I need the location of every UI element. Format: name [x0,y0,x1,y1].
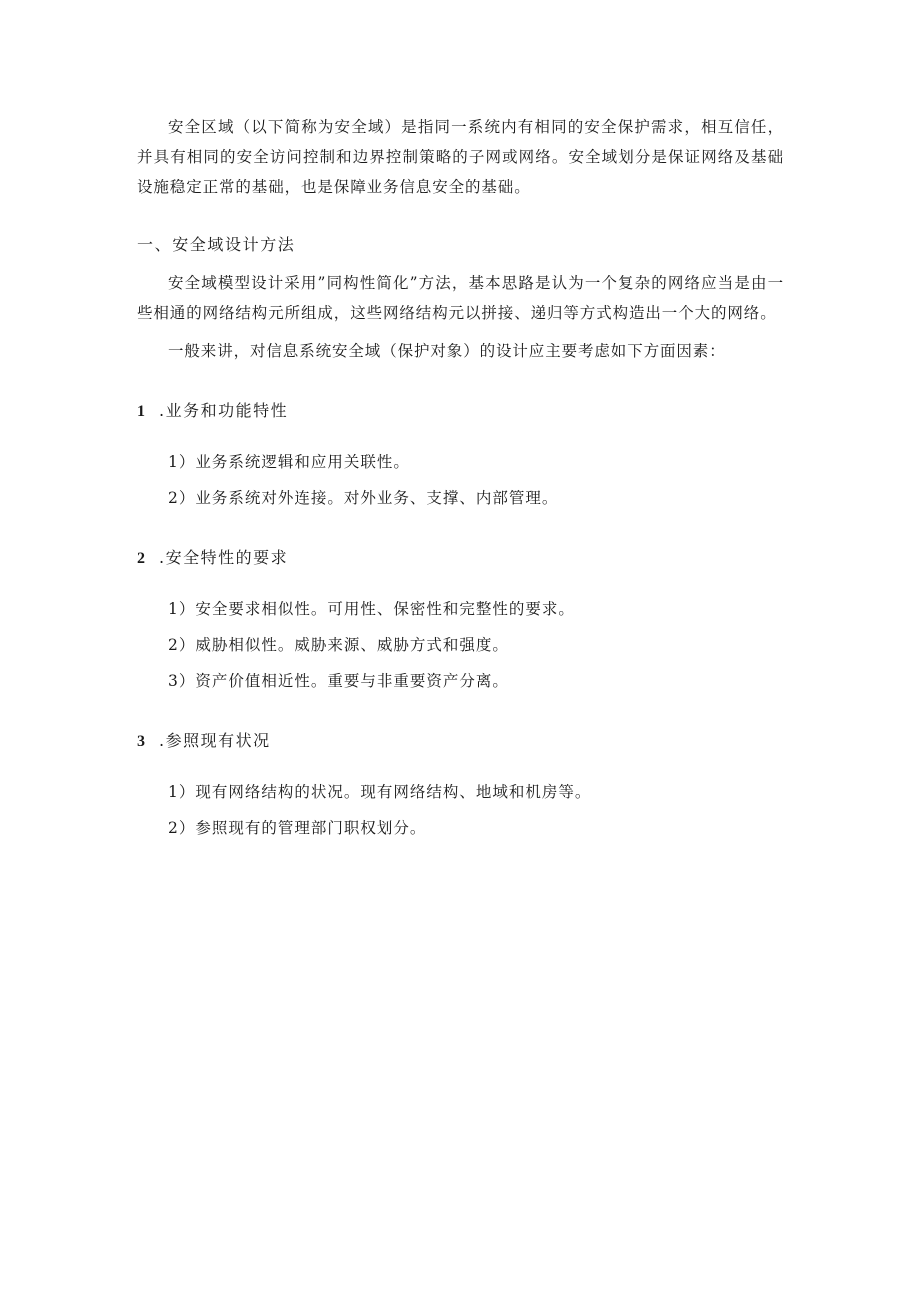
subheading-number: 3 [137,733,147,750]
section-heading: 一、安全域设计方法 [137,235,296,254]
subheading-number: 1 [137,403,147,420]
intro-paragraph: 安全区域（以下简称为安全域）是指同一系统内有相同的安全保护需求，相互信任，并具有相同的安全访问控制和边界控制策略的子网或网络。安全域划分是保证网络及基础设施稳定正常的基础，也是保障业务信息安全的基础。 [137,118,784,196]
list-item: 3）资产价值相近性。重要与非重要资产分离。 [168,672,509,690]
section-paragraph-method: 安全域模型设计采用”同构性简化”方法，基本思路是认为一个复杂的网络应当是由一些相通的网络结构元所组成，这些网络结构元以拼接、递归等方式构造出一个大的网络。 [137,274,784,322]
subheading-number: 2 [137,550,147,567]
list-item: 2）业务系统对外连接。对外业务、支撑、内部管理。 [168,489,559,507]
subheading-current-status [137,726,784,757]
subheading-business [137,396,784,427]
subheading-title: .业务和功能特性 [159,401,289,420]
subheading-title: .安全特性的要求 [159,548,289,567]
factor-list-business [137,447,784,513]
list-item: 1）安全要求相似性。可用性、保密性和完整性的要求。 [168,600,575,618]
subheading-title: .参照现有状况 [159,731,271,750]
list-item: 2）威胁相似性。威胁来源、威胁方式和强度。 [168,636,509,654]
list-item: 2）参照现有的管理部门职权划分。 [168,819,427,837]
section-paragraph-factors: 一般来讲，对信息系统安全域（保护对象）的设计应主要考虑如下方面因素： [168,342,726,360]
list-item: 1）业务系统逻辑和应用关联性。 [168,453,410,471]
factor-list-current-status [137,777,784,843]
list-item: 1）现有网络结构的状况。现有网络结构、地域和机房等。 [168,783,592,801]
document-body [137,112,784,849]
factor-list-security [137,594,784,696]
subheading-security [137,543,784,574]
